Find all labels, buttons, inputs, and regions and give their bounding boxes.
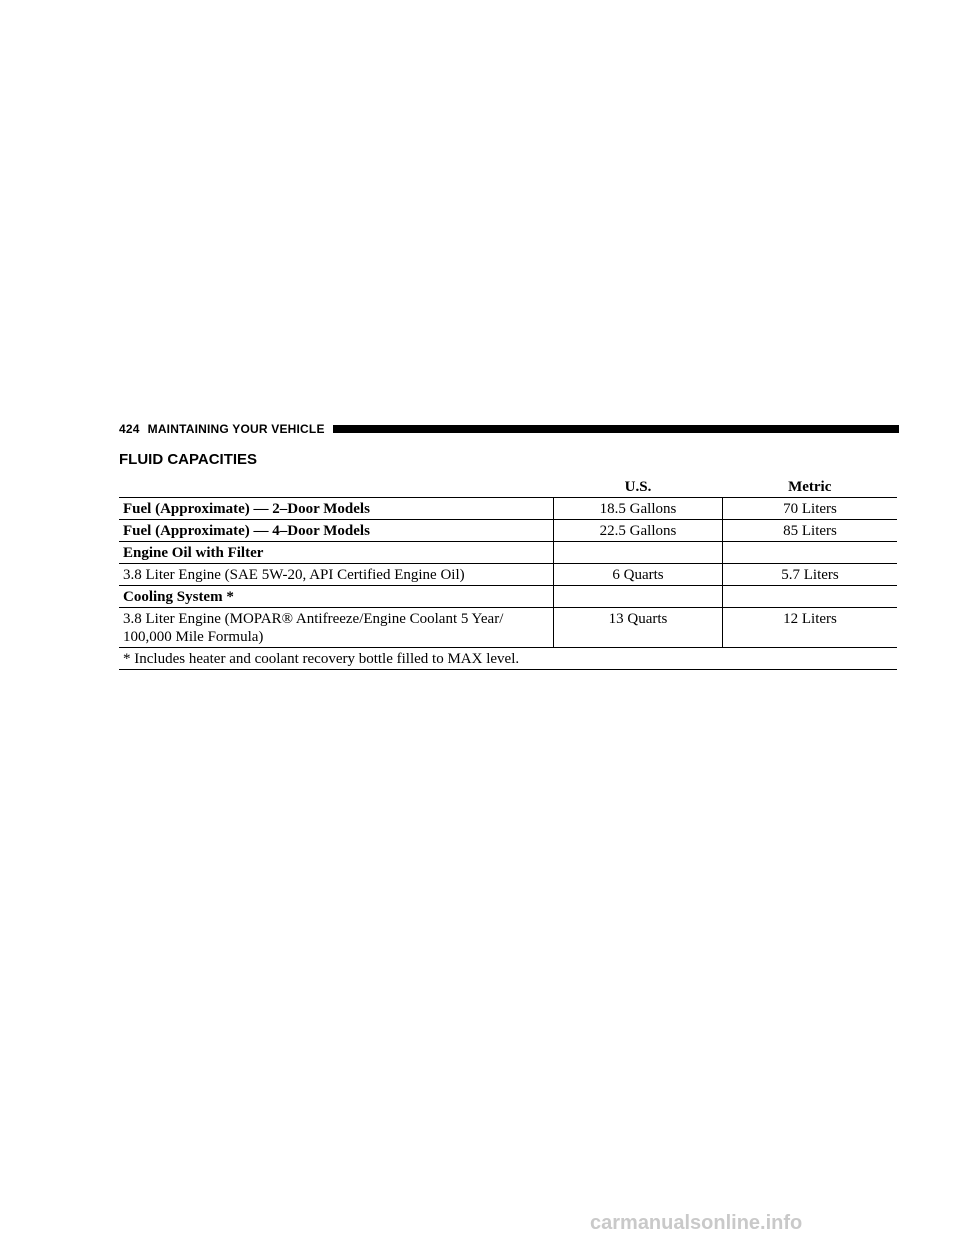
table-footnote-row (119, 648, 897, 670)
table-row (119, 542, 897, 564)
row-us-value (554, 542, 723, 564)
row-label: Engine Oil with Filter (119, 542, 554, 564)
row-label: Fuel (Approximate) — 2–Door Models (119, 498, 554, 520)
column-header-metric: Metric (723, 476, 898, 498)
row-metric-value (723, 586, 898, 608)
row-metric-value: 70 Liters (723, 498, 898, 520)
row-label-line-1: 3.8 Liter Engine (MOPAR® Antifreeze/Engine Coolant 5 Year/ (123, 611, 504, 627)
table-row (119, 498, 897, 520)
table-footnote: * Includes heater and coolant recovery bottle filled to MAX level. (119, 648, 897, 670)
section-name: MAINTAINING YOUR VEHICLE (147, 422, 325, 436)
page-number: 424 (119, 422, 140, 436)
column-header-label (119, 476, 554, 498)
table-row (119, 520, 897, 542)
table-header-row (119, 476, 897, 498)
row-label (119, 608, 554, 648)
table-row (119, 564, 897, 586)
row-metric-value: 5.7 Liters (723, 564, 898, 586)
row-label-line-2: 100,000 Mile Formula) (123, 629, 264, 645)
table-row (119, 586, 897, 608)
row-metric-value: 85 Liters (723, 520, 898, 542)
row-label: Fuel (Approximate) — 4–Door Models (119, 520, 554, 542)
table-row (119, 608, 897, 648)
fluid-capacities-table (119, 476, 897, 670)
row-label: 3.8 Liter Engine (SAE 5W-20, API Certified Engine Oil) (119, 564, 554, 586)
page-header (119, 421, 899, 437)
row-us-value (554, 586, 723, 608)
row-label: Cooling System * (119, 586, 554, 608)
column-header-us: U.S. (554, 476, 723, 498)
section-title: FLUID CAPACITIES (119, 451, 258, 468)
row-us-value: 22.5 Gallons (554, 520, 723, 542)
row-metric-value (723, 542, 898, 564)
watermark: carmanualsonline.info (590, 1212, 803, 1234)
row-metric-value: 12 Liters (723, 608, 898, 648)
row-us-value: 18.5 Gallons (554, 498, 723, 520)
row-us-value: 13 Quarts (554, 608, 723, 648)
row-us-value: 6 Quarts (554, 564, 723, 586)
header-rule (333, 425, 899, 433)
